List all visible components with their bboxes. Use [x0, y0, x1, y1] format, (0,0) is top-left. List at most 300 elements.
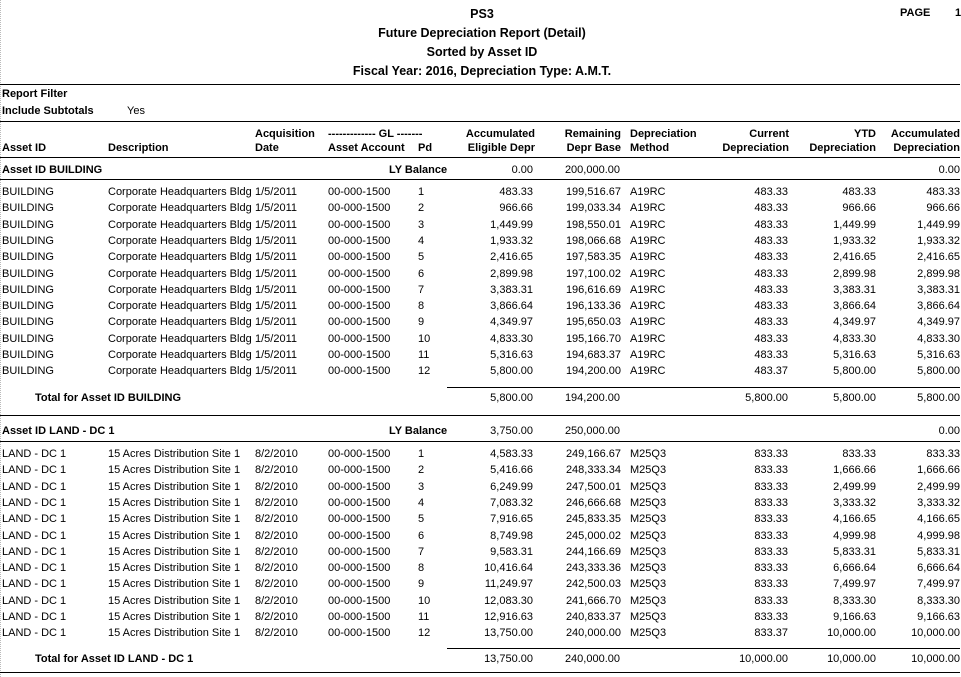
cell-asset-account: 00-000-1500	[328, 562, 391, 575]
subtotal-rule	[447, 387, 960, 388]
cell-description: Corporate Headquarters Bldg	[108, 316, 252, 329]
cell-pd: 9	[418, 316, 425, 329]
cell-remaining: 196,616.69	[565, 283, 621, 296]
cell-asset-account: 00-000-1500	[328, 186, 391, 198]
cell-pd: 6	[418, 529, 425, 542]
cell-acq-date: 1/5/2011	[255, 283, 298, 296]
cell-asset-id: LAND - DC 1	[2, 562, 67, 575]
cell-method: A19RC	[630, 316, 666, 329]
col-remaining-bottom: Depr Base	[566, 142, 621, 154]
cell-asset-account: 00-000-1500	[328, 513, 391, 526]
cell-remaining: 195,650.03	[565, 316, 621, 329]
cell-accumulated: 483.33	[926, 186, 960, 198]
cell-ytd: 4,999.98	[833, 529, 876, 542]
cell-remaining: 194,683.37	[565, 349, 621, 361]
cell-pd: 11	[418, 349, 430, 361]
table-row	[0, 333, 960, 349]
cell-remaining: 241,666.70	[565, 594, 621, 607]
cell-accumulated: 5,316.63	[917, 349, 960, 361]
cell-method: A19RC	[630, 218, 666, 231]
cell-remaining: 247,500.01	[565, 480, 621, 493]
total-remaining: 240,000.00	[564, 653, 620, 665]
cell-remaining: 248,333.34	[565, 464, 621, 477]
cell-acq-date: 8/2/2010	[255, 611, 298, 623]
col-accum-eligible-bottom: Eligible Depr	[467, 142, 535, 154]
cell-current: 483.33	[754, 202, 788, 215]
cell-asset-account: 00-000-1500	[328, 251, 391, 264]
filter-value: Yes	[127, 105, 145, 117]
cell-accum-eligible: 4,583.33	[490, 448, 533, 460]
cell-acq-date: 8/2/2010	[255, 448, 298, 460]
total-accumulated: 5,800.00	[917, 392, 960, 404]
cell-asset-id: LAND - DC 1	[2, 464, 67, 477]
total-ytd: 10,000.00	[827, 653, 876, 665]
bottom-rule	[0, 672, 960, 673]
cell-accumulated: 7,499.97	[917, 578, 960, 591]
cell-current: 483.33	[754, 283, 788, 296]
cell-remaining: 199,516.67	[565, 186, 621, 198]
cell-pd: 11	[418, 611, 430, 623]
cell-ytd: 5,316.63	[833, 349, 876, 361]
cell-asset-id: BUILDING	[2, 251, 54, 264]
cell-current: 483.33	[754, 218, 788, 231]
cell-remaining: 244,166.69	[565, 545, 621, 558]
total-current: 10,000.00	[739, 653, 788, 665]
cell-asset-account: 00-000-1500	[328, 627, 391, 640]
cell-accumulated: 8,333.30	[917, 594, 960, 607]
cell-asset-account: 00-000-1500	[328, 332, 391, 345]
cell-method: A19RC	[630, 202, 666, 215]
cell-remaining: 249,166.67	[565, 448, 621, 460]
table-row	[0, 578, 960, 594]
cell-asset-id: BUILDING	[2, 300, 54, 313]
cell-method: A19RC	[630, 186, 666, 198]
ly-accumulated: 0.00	[938, 164, 960, 176]
cell-description: 15 Acres Distribution Site 1	[108, 611, 241, 623]
cell-accum-eligible: 4,833.30	[490, 332, 533, 345]
table-row	[0, 464, 960, 480]
table-row	[0, 562, 960, 578]
cell-ytd: 9,166.63	[833, 611, 876, 623]
cell-description: 15 Acres Distribution Site 1	[108, 496, 241, 509]
col-current-bottom: Depreciation	[722, 142, 789, 154]
cell-pd: 2	[418, 464, 425, 477]
cell-accumulated: 4,833.30	[917, 332, 960, 345]
cell-acq-date: 8/2/2010	[255, 513, 298, 526]
filter-title: Report Filter	[2, 88, 68, 100]
cell-current: 833.37	[754, 627, 788, 640]
cell-remaining: 245,000.02	[565, 529, 621, 542]
cell-asset-account: 00-000-1500	[328, 496, 391, 509]
cell-description: Corporate Headquarters Bldg	[108, 332, 252, 345]
company-name: PS3	[470, 7, 494, 21]
cell-ytd: 3,866.64	[833, 300, 876, 313]
cell-ytd: 1,666.66	[833, 464, 876, 477]
cell-method: A19RC	[630, 283, 666, 296]
cell-description: 15 Acres Distribution Site 1	[108, 448, 241, 460]
cell-accum-eligible: 11,249.97	[484, 578, 533, 591]
col-pd: Pd	[418, 142, 433, 154]
cell-acq-date: 8/2/2010	[255, 562, 298, 575]
col-acquisition: Acquisition	[255, 128, 315, 140]
cell-asset-account: 00-000-1500	[328, 202, 391, 215]
total-ytd: 5,800.00	[833, 392, 876, 404]
table-row	[0, 513, 960, 529]
cell-ytd: 7,499.97	[833, 578, 876, 591]
col-accumulated-top: Accumulated	[890, 128, 960, 140]
cell-description: Corporate Headquarters Bldg	[108, 218, 252, 231]
cell-asset-id: LAND - DC 1	[2, 578, 67, 591]
cell-accumulated: 10,000.00	[911, 627, 960, 640]
cell-remaining: 194,200.00	[565, 365, 621, 378]
cell-asset-account: 00-000-1500	[328, 234, 391, 247]
group-separator	[0, 415, 960, 416]
cell-asset-account: 00-000-1500	[328, 448, 391, 460]
cell-asset-id: LAND - DC 1	[2, 448, 67, 460]
page-number: 1	[955, 7, 961, 19]
cell-ytd: 10,000.00	[827, 627, 876, 640]
ly-eligible: 0.00	[511, 164, 533, 176]
cell-description: Corporate Headquarters Bldg	[108, 300, 252, 313]
cell-accum-eligible: 966.66	[499, 202, 533, 215]
column-header-rule	[0, 157, 960, 158]
cell-current: 483.33	[754, 300, 788, 313]
cell-acq-date: 1/5/2011	[255, 332, 298, 345]
ly-eligible: 3,750.00	[490, 425, 533, 437]
table-row	[0, 546, 960, 562]
table-row	[0, 365, 960, 381]
cell-pd: 5	[418, 513, 425, 526]
cell-method: M25Q3	[630, 496, 667, 509]
cell-ytd: 5,800.00	[833, 365, 876, 378]
cell-asset-account: 00-000-1500	[328, 218, 391, 231]
cell-accumulated: 9,166.63	[917, 611, 960, 623]
cell-acq-date: 1/5/2011	[255, 202, 298, 215]
group-heading: Asset ID BUILDING	[2, 164, 103, 176]
cell-asset-id: BUILDING	[2, 332, 54, 345]
cell-ytd: 8,333.30	[833, 594, 876, 607]
cell-acq-date: 1/5/2011	[255, 316, 298, 329]
cell-acq-date: 1/5/2011	[255, 234, 298, 247]
cell-ytd: 2,499.99	[833, 480, 876, 493]
cell-acq-date: 8/2/2010	[255, 627, 298, 640]
cell-remaining: 197,583.35	[565, 251, 621, 264]
cell-accum-eligible: 6,249.99	[490, 480, 533, 493]
col-description: Description	[108, 142, 169, 154]
cell-acq-date: 1/5/2011	[255, 365, 298, 378]
cell-remaining: 245,833.35	[565, 513, 621, 526]
table-row	[0, 349, 960, 365]
ly-accumulated: 0.00	[938, 425, 960, 437]
cell-remaining: 198,550.01	[565, 218, 621, 231]
cell-pd: 10	[418, 332, 431, 345]
cell-acq-date: 8/2/2010	[255, 594, 298, 607]
ly-remaining: 250,000.00	[564, 425, 620, 437]
col-asset-account: Asset Account	[328, 142, 405, 154]
cell-accumulated: 3,866.64	[917, 300, 960, 313]
cell-asset-account: 00-000-1500	[328, 611, 391, 623]
group-heading-rule	[0, 179, 960, 180]
cell-description: 15 Acres Distribution Site 1	[108, 529, 241, 542]
cell-ytd: 3,333.32	[833, 496, 876, 509]
cell-accum-eligible: 7,083.32	[490, 496, 533, 509]
cell-current: 833.33	[754, 578, 788, 591]
cell-accum-eligible: 8,749.98	[490, 529, 533, 542]
cell-pd: 5	[418, 251, 425, 264]
cell-pd: 1	[418, 448, 425, 460]
cell-current: 833.33	[754, 513, 788, 526]
cell-pd: 4	[418, 234, 425, 247]
cell-ytd: 833.33	[842, 448, 876, 460]
cell-remaining: 198,066.68	[565, 234, 621, 247]
cell-accum-eligible: 1,449.99	[490, 218, 533, 231]
cell-method: A19RC	[630, 251, 666, 264]
cell-ytd: 5,833.31	[833, 545, 876, 558]
filter-label: Include Subtotals	[2, 105, 94, 117]
table-row	[0, 611, 960, 627]
cell-remaining: 197,100.02	[565, 267, 621, 280]
cell-asset-id: LAND - DC 1	[2, 496, 67, 509]
cell-pd: 8	[418, 300, 425, 313]
cell-asset-id: BUILDING	[2, 202, 54, 215]
cell-pd: 2	[418, 202, 425, 215]
cell-accum-eligible: 12,083.30	[484, 594, 533, 607]
cell-method: M25Q3	[630, 594, 667, 607]
cell-accum-eligible: 5,316.63	[490, 349, 533, 361]
cell-accumulated: 1,449.99	[917, 218, 960, 231]
table-row	[0, 268, 960, 284]
cell-accumulated: 2,899.98	[917, 267, 960, 280]
cell-description: 15 Acres Distribution Site 1	[108, 513, 241, 526]
cell-description: 15 Acres Distribution Site 1	[108, 545, 241, 558]
cell-accumulated: 5,800.00	[917, 365, 960, 378]
table-row	[0, 251, 960, 267]
cell-accum-eligible: 3,866.64	[490, 300, 533, 313]
cell-current: 483.33	[754, 316, 788, 329]
cell-current: 833.33	[754, 464, 788, 477]
cell-acq-date: 8/2/2010	[255, 480, 298, 493]
cell-pd: 3	[418, 480, 425, 493]
table-row	[0, 186, 960, 202]
cell-current: 833.33	[754, 562, 788, 575]
group-total-label: Total for Asset ID BUILDING	[35, 392, 182, 404]
cell-acq-date: 1/5/2011	[255, 218, 298, 231]
table-row	[0, 497, 960, 513]
cell-accum-eligible: 1,933.32	[490, 234, 533, 247]
cell-method: A19RC	[630, 267, 666, 280]
cell-acq-date: 1/5/2011	[255, 186, 298, 198]
cell-accum-eligible: 4,349.97	[490, 316, 533, 329]
cell-asset-account: 00-000-1500	[328, 464, 391, 477]
total-remaining: 194,200.00	[564, 392, 620, 404]
cell-acq-date: 1/5/2011	[255, 267, 298, 280]
cell-asset-id: LAND - DC 1	[2, 627, 67, 640]
cell-remaining: 199,033.34	[565, 202, 621, 215]
cell-description: 15 Acres Distribution Site 1	[108, 578, 241, 591]
cell-acq-date: 8/2/2010	[255, 578, 298, 591]
cell-accumulated: 966.66	[926, 202, 960, 215]
cell-remaining: 243,333.36	[565, 562, 621, 575]
cell-ytd: 3,383.31	[833, 283, 876, 296]
cell-accumulated: 2,416.65	[917, 251, 960, 264]
table-row	[0, 627, 960, 643]
cell-asset-id: BUILDING	[2, 365, 54, 378]
subtotal-rule	[447, 648, 960, 649]
cell-accumulated: 1,666.66	[917, 464, 960, 477]
col-current-top: Current	[749, 128, 789, 140]
table-row	[0, 202, 960, 218]
cell-description: Corporate Headquarters Bldg	[108, 251, 252, 264]
cell-accumulated: 3,383.31	[917, 283, 960, 296]
cell-current: 483.33	[754, 349, 788, 361]
col-remaining-top: Remaining	[564, 128, 621, 140]
cell-description: Corporate Headquarters Bldg	[108, 202, 252, 215]
table-row	[0, 219, 960, 235]
cell-accumulated: 3,333.32	[917, 496, 960, 509]
cell-acq-date: 8/2/2010	[255, 545, 298, 558]
table-row	[0, 316, 960, 332]
cell-asset-id: LAND - DC 1	[2, 611, 67, 623]
cell-asset-account: 00-000-1500	[328, 529, 391, 542]
cell-accum-eligible: 9,583.31	[490, 545, 533, 558]
cell-asset-account: 00-000-1500	[328, 300, 391, 313]
cell-asset-id: LAND - DC 1	[2, 545, 67, 558]
cell-current: 833.33	[754, 611, 788, 623]
cell-current: 833.33	[754, 480, 788, 493]
table-row	[0, 448, 960, 464]
cell-acq-date: 8/2/2010	[255, 529, 298, 542]
cell-pd: 3	[418, 218, 425, 231]
cell-accumulated: 4,349.97	[917, 316, 960, 329]
cell-method: M25Q3	[630, 464, 667, 477]
col-ytd-bottom: Depreciation	[809, 142, 876, 154]
cell-method: A19RC	[630, 365, 666, 378]
cell-description: 15 Acres Distribution Site 1	[108, 464, 241, 477]
cell-current: 483.33	[754, 186, 788, 198]
cell-accum-eligible: 483.33	[499, 186, 533, 198]
cell-asset-account: 00-000-1500	[328, 316, 391, 329]
cell-description: 15 Acres Distribution Site 1	[108, 480, 241, 493]
group-heading-rule	[0, 441, 960, 442]
cell-ytd: 4,349.97	[833, 316, 876, 329]
cell-description: Corporate Headquarters Bldg	[108, 234, 252, 247]
cell-pd: 8	[418, 562, 425, 575]
report-sort: Sorted by Asset ID	[426, 45, 538, 59]
cell-asset-id: BUILDING	[2, 283, 54, 296]
cell-description: Corporate Headquarters Bldg	[108, 349, 252, 361]
cell-acq-date: 8/2/2010	[255, 464, 298, 477]
cell-accumulated: 833.33	[926, 448, 960, 460]
cell-accum-eligible: 2,899.98	[490, 267, 533, 280]
cell-current: 833.33	[754, 448, 788, 460]
col-gl-group: ------------- GL -------	[328, 128, 423, 140]
cell-remaining: 196,133.36	[565, 300, 621, 313]
cell-pd: 10	[418, 594, 431, 607]
cell-accum-eligible: 13,750.00	[484, 627, 533, 640]
cell-description: Corporate Headquarters Bldg	[108, 365, 252, 378]
cell-ytd: 4,166.65	[833, 513, 876, 526]
cell-asset-id: LAND - DC 1	[2, 513, 67, 526]
cell-method: M25Q3	[630, 562, 667, 575]
group-heading: Asset ID LAND - DC 1	[2, 425, 115, 437]
cell-asset-id: BUILDING	[2, 218, 54, 231]
ly-balance-label: LY Balance	[389, 425, 448, 437]
cell-remaining: 246,666.68	[565, 496, 621, 509]
col-method-bottom: Method	[630, 142, 670, 154]
cell-accum-eligible: 5,416.66	[490, 464, 533, 477]
table-row	[0, 595, 960, 611]
cell-asset-id: BUILDING	[2, 349, 54, 361]
cell-asset-id: LAND - DC 1	[2, 594, 67, 607]
cell-method: M25Q3	[630, 611, 667, 623]
cell-method: A19RC	[630, 234, 666, 247]
cell-acq-date: 8/2/2010	[255, 496, 298, 509]
table-row	[0, 481, 960, 497]
cell-remaining: 240,000.00	[565, 627, 621, 640]
cell-accumulated: 6,666.64	[917, 562, 960, 575]
col-accumulated-bottom: Depreciation	[893, 142, 960, 154]
cell-current: 483.37	[754, 365, 788, 378]
cell-current: 833.33	[754, 496, 788, 509]
cell-accum-eligible: 10,416.64	[484, 562, 533, 575]
cell-acq-date: 1/5/2011	[255, 300, 298, 313]
group-total-label: Total for Asset ID LAND - DC 1	[35, 653, 194, 665]
cell-accumulated: 1,933.32	[917, 234, 960, 247]
cell-method: M25Q3	[630, 529, 667, 542]
cell-method: M25Q3	[630, 627, 667, 640]
total-eligible: 13,750.00	[484, 653, 533, 665]
col-ytd-top: YTD	[854, 128, 876, 140]
cell-accumulated: 4,999.98	[917, 529, 960, 542]
report-fiscal-year: Fiscal Year: 2016, Depreciation Type: A.M.T.	[352, 64, 612, 78]
cell-accum-eligible: 2,416.65	[490, 251, 533, 264]
page-label: PAGE	[900, 7, 931, 19]
cell-method: M25Q3	[630, 480, 667, 493]
cell-current: 483.33	[754, 267, 788, 280]
cell-ytd: 483.33	[842, 186, 876, 198]
cell-asset-id: BUILDING	[2, 316, 54, 329]
cell-method: A19RC	[630, 300, 666, 313]
cell-pd: 1	[418, 186, 425, 198]
col-date: Date	[255, 142, 279, 154]
cell-description: 15 Acres Distribution Site 1	[108, 594, 241, 607]
cell-method: M25Q3	[630, 545, 667, 558]
cell-remaining: 240,833.37	[565, 611, 621, 623]
cell-accumulated: 5,833.31	[917, 545, 960, 558]
cell-asset-account: 00-000-1500	[328, 594, 391, 607]
cell-method: A19RC	[630, 349, 666, 361]
cell-current: 833.33	[754, 545, 788, 558]
cell-accum-eligible: 7,916.65	[490, 513, 533, 526]
cell-accum-eligible: 12,916.63	[484, 611, 533, 623]
cell-method: M25Q3	[630, 513, 667, 526]
cell-asset-account: 00-000-1500	[328, 578, 391, 591]
cell-current: 483.33	[754, 332, 788, 345]
table-row	[0, 300, 960, 316]
cell-ytd: 6,666.64	[833, 562, 876, 575]
cell-description: Corporate Headquarters Bldg	[108, 186, 252, 198]
cell-pd: 9	[418, 578, 425, 591]
cell-asset-account: 00-000-1500	[328, 267, 391, 280]
col-asset-id: Asset ID	[2, 142, 47, 154]
cell-method: M25Q3	[630, 578, 667, 591]
cell-ytd: 2,899.98	[833, 267, 876, 280]
ly-balance-label: LY Balance	[389, 164, 448, 176]
cell-accumulated: 4,166.65	[917, 513, 960, 526]
total-current: 5,800.00	[745, 392, 788, 404]
col-accum-eligible-top: Accumulated	[465, 128, 535, 140]
cell-remaining: 195,166.70	[565, 332, 621, 345]
